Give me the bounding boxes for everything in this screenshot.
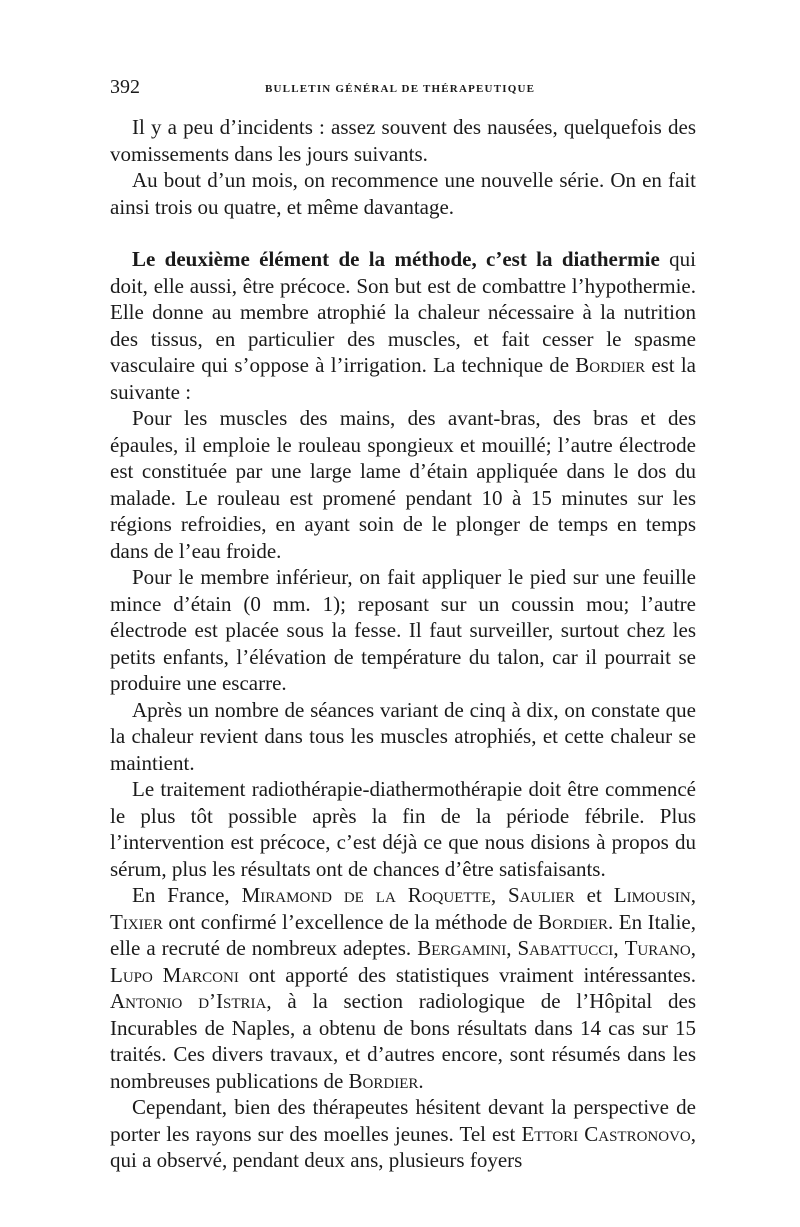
text-run: et <box>574 883 614 907</box>
author-name: Turano <box>624 936 691 960</box>
paragraph-text: Pour les muscles des mains, des avant-bras, des bras et des épaules, il emploie le rouleau spongieux et mouillé; l’autre électrode est constituée par une large lame d’étain appliquée dans le dos du malade. Le rouleau est promené pendant 10 à 15 minutes sur les régions refroidies, en ayant soin de le plonger de temps en temps dans de l’eau froide. <box>110 406 696 563</box>
text-run: , <box>506 936 518 960</box>
paragraph-new-series <box>110 167 696 220</box>
paragraph-text: Il y a peu d’incidents : assez souvent des nausées, quelquefois des vomissements dans les jours suivants. <box>110 115 696 166</box>
paragraph-incidents <box>110 114 696 167</box>
author-name: Miramond de la Roquette <box>241 883 491 907</box>
paragraph-text: Le traitement radiothérapie-diathermothérapie doit être commencé le plus tôt possible après la fin de la période fébrile. Plus l’intervention est précoce, c’est déjà ce que nous disions à propos du sérum, plus les résultats ont de chances d’être satisfaisants. <box>110 777 696 881</box>
running-title: BULLETIN GÉNÉRAL DE THÉRAPEUTIQUE <box>265 83 536 95</box>
text-run: , qui a observé, pendant deux ans, plusieurs foyers <box>110 1121 697 1172</box>
author-name: Ettori Castronovo <box>521 1121 691 1146</box>
text-run: ont confirmé l’excellence de la méthode de <box>162 909 539 934</box>
text-run: Cependant, bien des thérapeutes hésitent devant la perspective de porter les rayons sur des moelles jeunes. Tel est <box>110 1095 696 1146</box>
paragraph-adoption <box>110 882 696 1094</box>
author-name: Bordier <box>538 909 608 934</box>
body-text <box>110 114 696 1174</box>
text-run: est la suivante : <box>110 353 696 404</box>
section-gap <box>110 220 696 246</box>
paragraph-upper-limbs <box>110 405 696 564</box>
paragraph-text: Au bout d’un mois, on recommence une nouvelle série. On en fait ainsi trois ou quatre, et même davantage. <box>110 168 696 219</box>
lead-in-bold: Le deuxième élément de la méthode, c’est la diathermie <box>132 247 660 271</box>
author-name: Tixier <box>110 909 163 934</box>
text-run: En France, <box>132 883 242 907</box>
text-run: , <box>490 883 509 907</box>
text-run: ont apporté des statistiques vraiment intéressantes. <box>238 962 696 987</box>
author-name: Saulier <box>508 883 575 907</box>
author-name: Sabattucci <box>517 936 614 960</box>
text-run: . En Italie, elle a recruté de nombreux adeptes. <box>110 909 696 960</box>
paragraph-sessions <box>110 697 696 777</box>
author-name: Bordier <box>348 1068 419 1093</box>
page-number: 392 <box>110 76 140 98</box>
text-run: , <box>613 936 625 960</box>
author-name: Bordier <box>575 353 646 377</box>
author-name: Antonio d’Istria <box>110 989 267 1013</box>
paragraph-text: Après un nombre de séances variant de cinq à dix, on constate que la chaleur revient dans tous les muscles atrophiés, et cette chaleur se maintient. <box>110 697 696 775</box>
text-run: , <box>690 936 696 960</box>
paragraph-text: Pour le membre inférieur, on fait appliquer le pied sur une feuille mince d’étain (0 mm. 1); reposant sur un coussin mou; l’autre électrode est placée sous la fesse. Il faut surveiller, surtout chez les petits enfants, l’élévation de température du talon, car il pourrait se produire une escarre. <box>110 565 696 695</box>
paragraph-hesitation <box>110 1094 696 1174</box>
paragraph-diathermy <box>110 246 696 405</box>
text-run: . <box>418 1068 424 1093</box>
paragraph-lower-limbs <box>110 564 696 697</box>
author-name: Lupo Marconi <box>110 962 239 987</box>
text-run: qui doit, elle aussi, être précoce. Son but est de combattre l’hypothermie. Elle donne au membre atrophié la chaleur nécessaire à la nutrition des tissus, en particulier des muscles, et fait cesser le spasme vasculaire qui s’oppose à l’irrigation. La technique de <box>110 247 696 377</box>
paragraph-treatment-timing <box>110 776 696 882</box>
text-run: , à la section radiologique de l’Hôpital des Incurables de Naples, a obtenu de bons résultats dans 14 cas sur 15 traités. Ces divers travaux, et d’autres encore, sont résumés dans les nombreuses publications de <box>110 989 696 1093</box>
page-header <box>110 76 700 100</box>
author-name: Limousin <box>613 883 691 907</box>
text-run: , <box>690 883 696 907</box>
author-name: Bergamini <box>417 936 507 960</box>
